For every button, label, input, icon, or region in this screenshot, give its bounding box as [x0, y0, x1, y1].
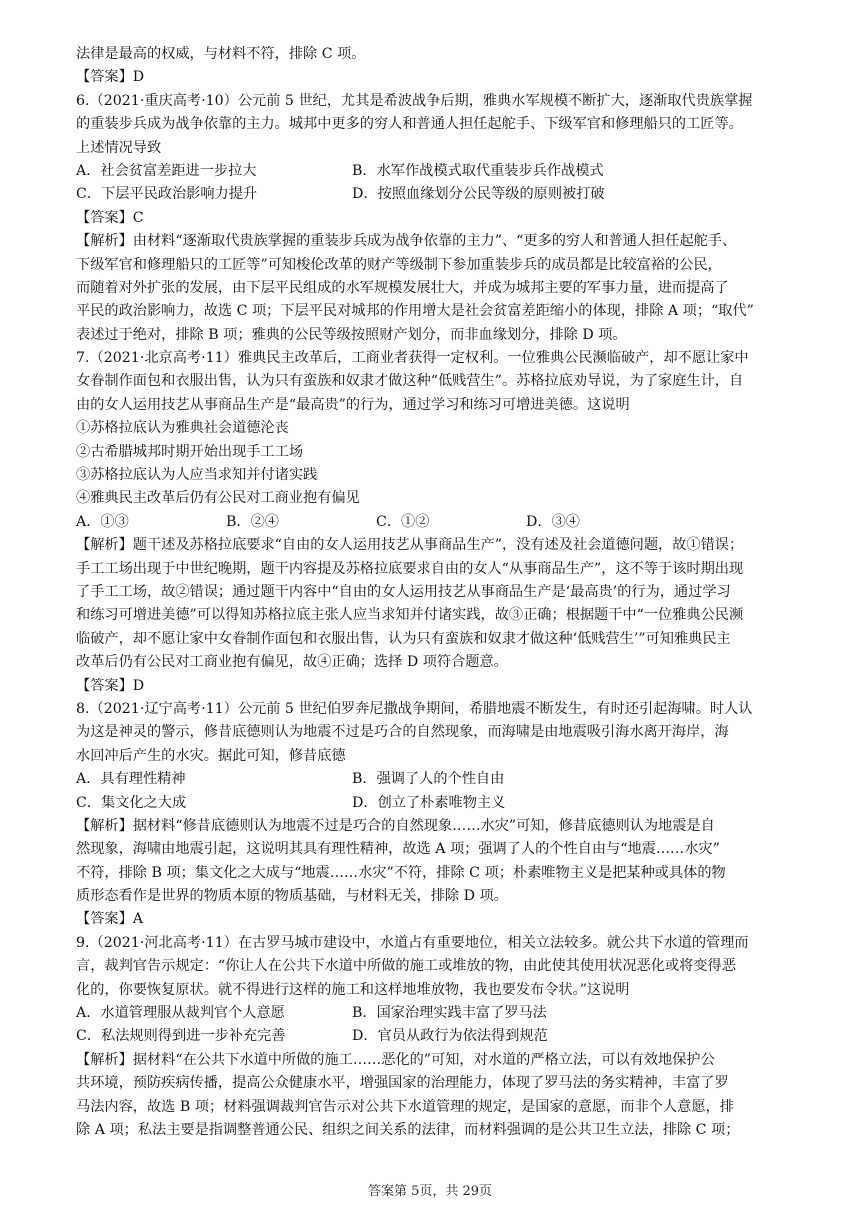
text-line: 法律是最高的权威，与材料不符，排除 C 项。 — [76, 46, 366, 62]
q7-options-row — [76, 511, 796, 534]
text-line: 不符，排除 B 项；集文化之大成与“地震……水灾”不符，排除 C 项；朴素唯物主义是把某种或具体的物 — [76, 864, 726, 881]
text-line: 而随着对外扩张的发展，由下层平民组成的水军规模发展壮大，并成为城邦主要的军事力量，进而提高了 — [76, 279, 729, 296]
q9-option-b: B．国家治理实践丰富了罗马法 — [352, 1005, 547, 1022]
q9-options-row-1 — [76, 1002, 796, 1025]
question-7-stem: 7.（2021·北京高考·11）雅典民主改革后，工商业者获得一定权利。一位雅典公民濒临破产，却不愿让家中 — [76, 350, 749, 367]
q9-option-d: D．官员从政行为依法得到规范 — [352, 1028, 548, 1045]
text-line: 为这是神灵的警示，修昔底德则认为地震不过是巧合的自然现象，而海啸是由地震吸引海水离开海岸，海 — [76, 724, 729, 741]
q6-options-row-2 — [76, 183, 796, 206]
q8-option-a: A．具有理性精神 — [76, 771, 186, 788]
q7-statement-4: ④雅典民主改革后仍有公民对工商业抱有偏见 — [76, 490, 360, 507]
q6-option-b: B．水军作战模式取代重装步兵作战模式 — [352, 162, 604, 179]
explanation-q6: 【解析】由材料“逐渐取代贵族掌握的重装步兵成为战争依靠的主力”、“更多的穷人和普通人担任起舵手、 — [76, 233, 737, 250]
text-line: 质形态看作是世界的物质本原的物质基础，与材料无关，排除 D 项。 — [76, 888, 508, 905]
text-line: 由的女人运用技艺从事商品生产是“最高贵”的行为，通过学习和练习可增进美德。这说明 — [76, 396, 630, 413]
q6-option-a: A．社会贫富差距进一步拉大 — [76, 162, 257, 179]
text-line: 表述过于绝对，排除 B 项；雅典的公民等级按照财产划分，而非血缘划分，排除 D 项。 — [76, 326, 627, 343]
explanation-q8: 【解析】据材料“修昔底德则认为地震不过是巧合的自然现象……水灾”可知，修昔底德则认为地震是自 — [76, 817, 715, 834]
text-line: 马法内容，故选 B 项；材料强调裁判官告示对公共下水道管理的规定，是国家的意愿，而非个人意愿，排 — [76, 1098, 734, 1115]
answer-q5: 【答案】D — [76, 69, 145, 86]
document-body — [76, 43, 796, 1142]
explanation-q7: 【解析】题干述及苏格拉底要求“自由的女人运用技艺从事商品生产”，没有述及社会道德问题，故①错误； — [76, 537, 744, 554]
text-line: 了手工工场，故②错误；通过题干内容中“自由的女人运用技艺从事商品生产是‘最高贵’的行为，通过学习 — [76, 583, 731, 600]
text-line: 女眷制作面包和衣服出售，认为只有蛮族和奴隶才做这种“低贱营生”。苏格拉底劝导说，为了家庭生计，自 — [76, 373, 744, 390]
q8-options-row-2 — [76, 792, 796, 815]
q6-option-d: D．按照血缘划分公民等级的原则被打破 — [352, 186, 605, 203]
q9-option-c: C．私法规则得到进一步补充完善 — [76, 1028, 286, 1045]
q7-statement-1: ①苏格拉底认为雅典社会道德沦丧 — [76, 420, 289, 437]
text-line: 除 A 项；私法主要是指调整普通公民、组织之间关系的法律，而材料强调的是公共卫生立法，排除 C 项； — [76, 1121, 740, 1138]
answer-q7: 【答案】D — [76, 677, 145, 694]
question-6-stem: 6.（2021·重庆高考·10）公元前 5 世纪，尤其是希波战争后期，雅典水军规模不断扩大，逐渐取代贵族掌握 — [76, 92, 753, 109]
q7-statement-2: ②古希腊城邦时期开始出现手工工场 — [76, 443, 304, 460]
text-line: 手工工场出现于中世纪晚期，题干内容提及苏格拉底要求自由的女人“从事商品生产”，这不等于该时期出现 — [76, 560, 744, 577]
q8-option-d: D．创立了朴素唯物主义 — [352, 794, 506, 811]
answer-q8: 【答案】A — [76, 911, 143, 928]
q6-option-c: C．下层平民政治影响力提升 — [76, 186, 258, 203]
q7-option-d: D．③④ — [526, 513, 580, 530]
q7-option-a: A．①③ — [76, 513, 129, 530]
text-line: 上述情况导致 — [76, 139, 162, 156]
text-line: 临破产，却不愿让家中女眷制作面包和衣服出售，认为只有蛮族和奴隶才做这种‘低贱营生’”可知雅典民主 — [76, 630, 731, 647]
q7-option-b: B．②④ — [226, 513, 279, 530]
q8-option-c: C．集文化之大成 — [76, 794, 187, 811]
text-line: 下级军官和修理船只的工匠等”可知梭伦改革的财产等级制下参加重装步兵的成员都是比较富裕的公民， — [76, 256, 722, 273]
answer-q6: 【答案】C — [76, 209, 144, 226]
page-footer: 答案第 5页，共 29页 — [367, 1184, 493, 1199]
text-line: 化的，你要恢复原状。就不得进行这样的施工和这样地堆放物，我也要发布令状。”这说明 — [76, 981, 630, 998]
text-line: 然现象，海啸由地震引起，这说明其具有理性精神，故选 A 项；强调了人的个性自由与“地震……水灾” — [76, 841, 720, 858]
q9-option-a: A．水道管理服从裁判官个人意愿 — [76, 1005, 285, 1022]
q8-options-row-1 — [76, 768, 796, 791]
text-line: 的重装步兵成为战争依靠的主力。城邦中更多的穷人和普通人担任起舵手、下级军官和修理船只的工匠等。 — [76, 116, 743, 133]
q8-option-b: B．强调了人的个性自由 — [352, 771, 505, 788]
text-line: 平民的政治影响力，故选 C 项；下层平民对城邦的作用增大是社会贫富差距缩小的体现，排除 A 项；“取代” — [76, 303, 754, 320]
explanation-q9: 【解析】据材料“在公共下水道中所做的施工……恶化的”可知，对水道的严格立法，可以有效地保护公 — [76, 1051, 715, 1068]
q9-options-row-2 — [76, 1025, 796, 1048]
text-line: 和练习可增进美德”可以得知苏格拉底主张人应当求知并付诸实践，故③正确；根据题干中“一位雅典公民濒 — [76, 607, 744, 624]
q7-statement-3: ③苏格拉底认为人应当求知并付诸实践 — [76, 467, 318, 484]
text-line: 共环境，预防疾病传播，提高公众健康水平，增强国家的治理能力，体现了罗马法的务实精神，丰富了罗 — [76, 1075, 729, 1092]
q6-options-row-1 — [76, 160, 796, 183]
text-line: 水回冲后产生的水灾。据此可知，修昔底德 — [76, 747, 346, 764]
text-line: 言，裁判官告示规定：“你让人在公共下水道中所做的施工或堆放的物，由此使其使用状况恶化或将变得恶 — [76, 958, 736, 975]
question-9-stem: 9.（2021·河北高考·11）在古罗马城市建设中，水道占有重要地位，相关立法较多。就公共下水道的管理而 — [76, 934, 749, 951]
q7-option-c: C．①② — [376, 513, 430, 530]
question-8-stem: 8.（2021·辽宁高考·11）公元前 5 世纪伯罗奔尼撒战争期间，希腊地震不断发生，有时还引起海啸。时人认 — [76, 700, 753, 717]
text-line: 改革后仍有公民对工商业抱有偏见，故④正确；选择 D 项符合题意。 — [76, 654, 508, 671]
